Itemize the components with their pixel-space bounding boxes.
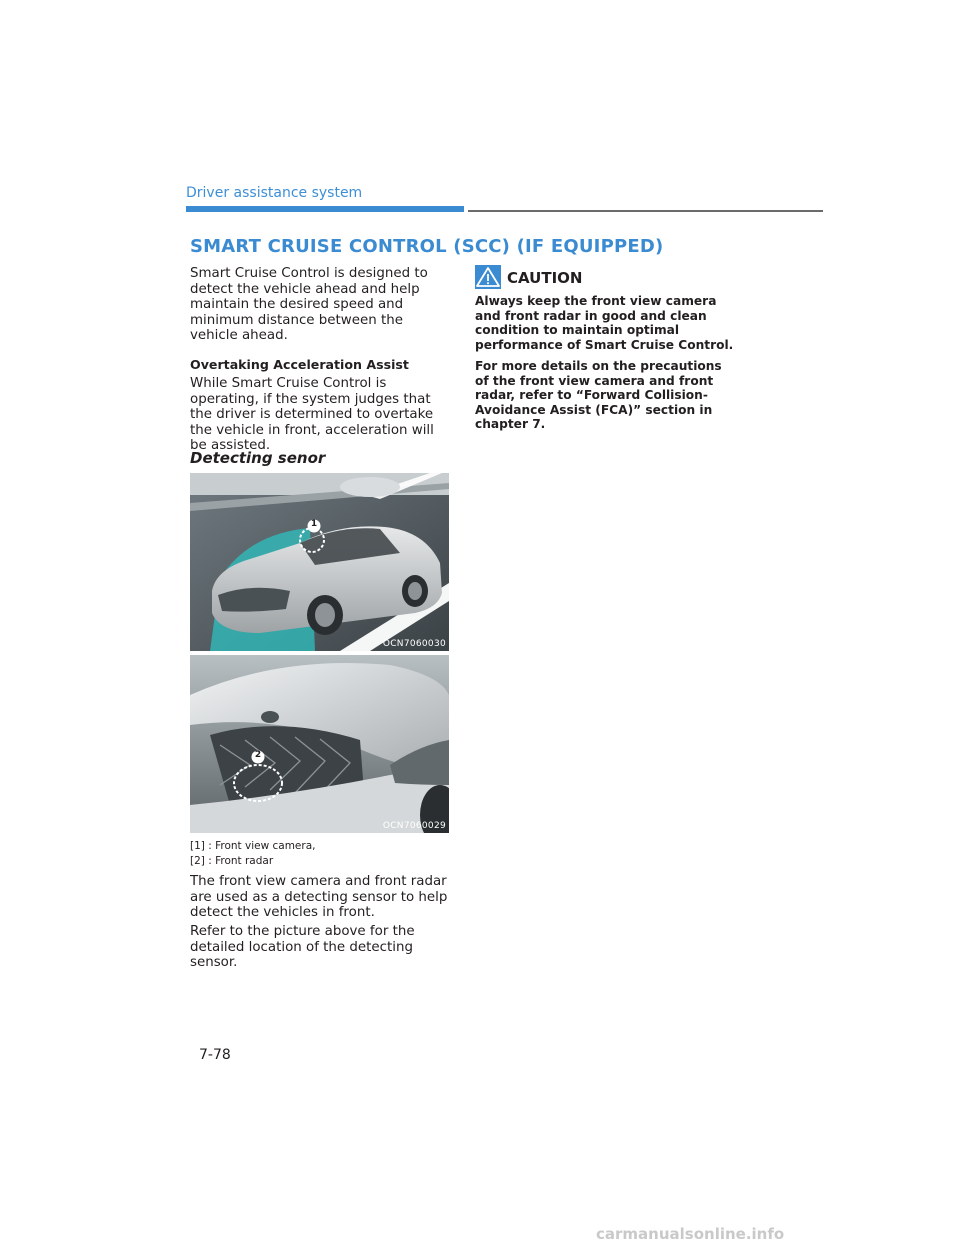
marker-2-label: 2	[254, 750, 262, 760]
detecting-heading: Detecting senor	[190, 449, 326, 467]
caution-title: CAUTION	[507, 269, 583, 287]
header-rule-gray	[468, 210, 823, 212]
caution-paragraph-1: Always keep the front view camera and front radar in good and clean condition to maintain optimal performance of Smart Cruise Control.	[475, 294, 734, 352]
detecting-sensor-figure-camera	[190, 473, 449, 651]
image-code-1: OCN7060030	[382, 639, 446, 649]
header-rule-accent	[186, 206, 464, 212]
overtaking-heading: Overtaking Acceleration Assist	[190, 357, 409, 372]
detecting-paragraph-2: Refer to the picture above for the detailed location of the detecting sensor.	[190, 924, 415, 970]
page-title: SMART CRUISE CONTROL (SCC) (IF EQUIPPED)	[190, 236, 664, 257]
overtaking-paragraph: While Smart Cruise Control is operating, if the system judges that the driver is determined to overtake the vehicle in front, acceleration will be assisted.	[190, 376, 434, 453]
watermark: carmanualsonline.info	[596, 1225, 785, 1243]
figure-caption-1: [1] : Front view camera,	[190, 840, 316, 852]
detecting-sensor-figure-radar	[190, 655, 449, 833]
intro-paragraph: Smart Cruise Control is designed to detect the vehicle ahead and help maintain the desired speed and minimum distance between the vehicle ahead.	[190, 266, 428, 343]
car-road-illustration	[190, 473, 449, 651]
marker-1-label: 1	[310, 519, 318, 529]
caution-paragraph-2: For more details on the precautions of the front view camera and front radar, refer to “Forward Collision-Avoidance Assist (FCA)” section in chapter 7.	[475, 359, 722, 431]
page-number: 7-78	[199, 1047, 231, 1063]
warning-triangle-icon	[475, 265, 501, 289]
figure-caption-2: [2] : Front radar	[190, 855, 274, 867]
image-code-2: OCN7060029	[382, 821, 446, 831]
detecting-paragraph-1: The front view camera and front radar are used as a detecting sensor to help detect the vehicles in front.	[190, 874, 448, 920]
section-label: Driver assistance system	[186, 185, 363, 201]
front-grille-illustration	[190, 655, 449, 833]
